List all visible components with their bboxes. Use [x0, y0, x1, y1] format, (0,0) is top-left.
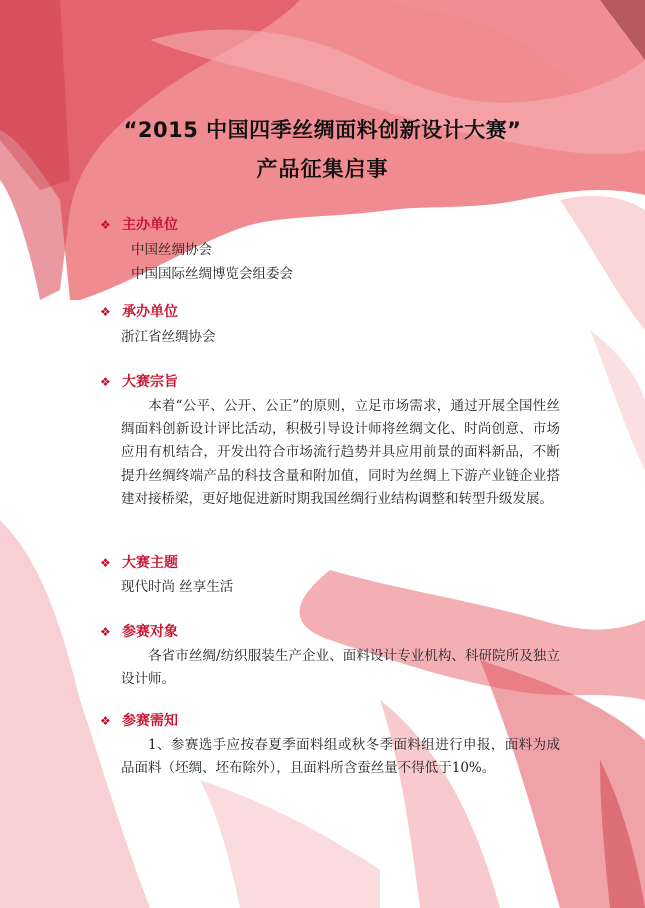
document-subtitle: 产品征集启事	[256, 157, 389, 181]
paragraph: 各省市丝绸/纺织服装生产企业、面料设计专业机构、科研院所及独立设计师。	[121, 648, 560, 688]
section-purpose	[100, 372, 560, 511]
list-item: 浙江省丝绸协会	[121, 329, 216, 345]
section-heading: 大赛主题	[122, 555, 178, 571]
section-heading: 主办单位	[122, 217, 178, 233]
list-item: 现代时尚 丝享生活	[121, 579, 234, 595]
diamond-bullet-icon: ❖	[100, 625, 111, 639]
diamond-bullet-icon: ❖	[100, 714, 111, 728]
diamond-bullet-icon: ❖	[100, 305, 111, 319]
section-heading: 参赛需知	[122, 713, 178, 729]
list-item: 中国丝绸协会	[131, 242, 212, 258]
section-host	[100, 302, 560, 350]
section-heading: 参赛对象	[122, 624, 178, 640]
section-notice	[100, 711, 560, 780]
list-item: 中国国际丝绸博览会组委会	[131, 265, 293, 282]
section-heading: 大赛宗旨	[122, 374, 178, 390]
section-heading: 承办单位	[122, 304, 178, 320]
section-organizer	[100, 215, 560, 286]
section-theme	[100, 553, 560, 600]
paragraph: 本着“公平、公开、公正”的原则，立足市场需求，通过开展全国性丝绸面料创新设计评比活动，积极引导设计师将丝绸文化、时尚创意、市场应用有机结合，开发出符合市场流行趋势并具应用前景的面料新品，不断提升丝绸终端产品的科技含量和附加值，同时为丝绸上下游产业链企业搭建对接桥梁，更好地促进新时期我国丝绸行业结构调整和转型升级发展。	[121, 398, 560, 507]
diamond-bullet-icon: ❖	[100, 556, 111, 570]
diamond-bullet-icon: ❖	[100, 218, 111, 232]
document-title: “2015 中国四季丝绸面料创新设计大赛”	[123, 118, 522, 142]
section-participants	[100, 622, 560, 691]
paragraph: 1、参赛选手应按春夏季面料组或秋冬季面料组进行申报，面料为成品面料（坯绸、坯布除外），且面料所含蚕丝量不得低于10%。	[121, 737, 560, 777]
diamond-bullet-icon: ❖	[100, 375, 111, 389]
